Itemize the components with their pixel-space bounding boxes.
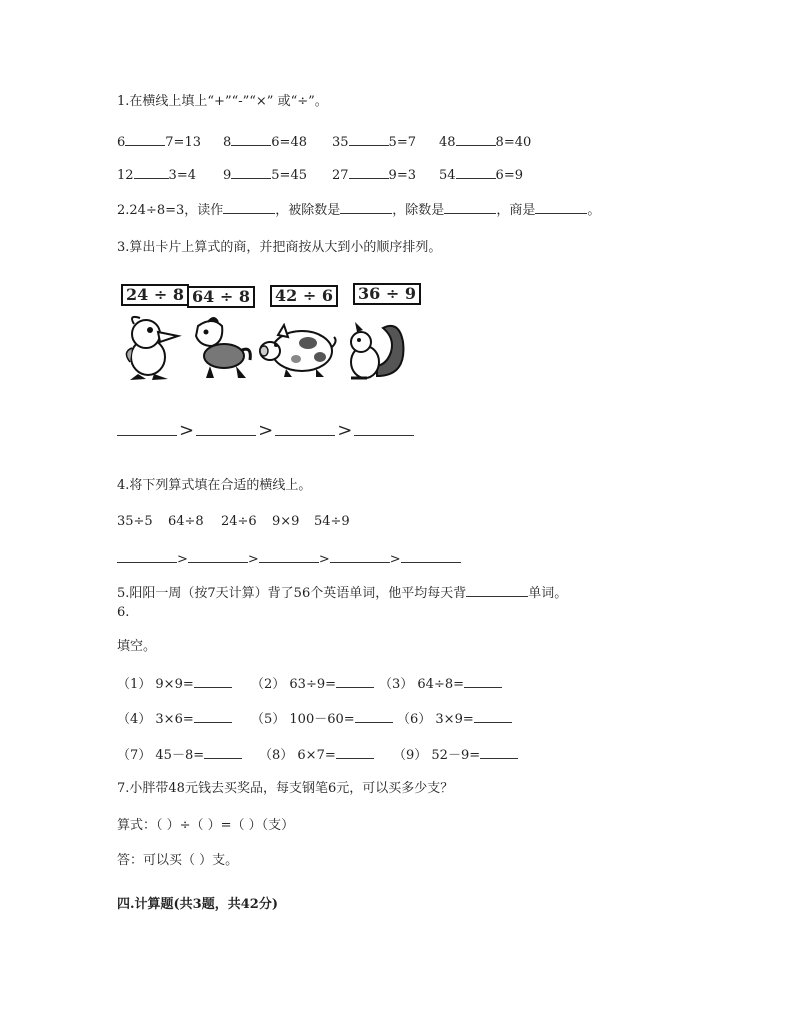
answer-blank[interactable] (535, 201, 587, 214)
q2-part1: 2.24÷8=3，读作 (117, 203, 224, 218)
q1-row2-e: 27 (332, 168, 349, 183)
answer-blank[interactable] (330, 550, 390, 563)
answer-blank[interactable] (444, 201, 496, 214)
card-64-div-8: 64 ÷ 8 (187, 286, 255, 308)
answer-blank[interactable] (231, 166, 271, 179)
q1-row2 (117, 166, 717, 182)
q1-row1 (117, 133, 717, 149)
answer-blank[interactable] (349, 133, 389, 146)
q3-title: 3.算出卡片上算式的商，并把商按从大到小的顺序排列。 (117, 240, 442, 255)
answer-blank[interactable] (349, 166, 389, 179)
q4-item: 54÷9 (314, 514, 350, 529)
greater-than-sign: > (247, 552, 259, 567)
answer-blank[interactable] (336, 675, 374, 688)
q4-item: 9×9 (272, 514, 300, 529)
q1-row1-c: 8 (223, 135, 232, 150)
answer-blank[interactable] (480, 746, 518, 759)
answer-blank[interactable] (456, 166, 496, 179)
q6-item: （8） 6×7= (259, 748, 336, 763)
q1-row2-f: 9=3 (388, 168, 416, 183)
q2-part2: ，被除数是 (275, 203, 341, 218)
answer-blank[interactable] (259, 550, 319, 563)
q1-row2-c: 9 (223, 168, 232, 183)
q6-item: （2） 63÷9= (251, 677, 337, 692)
answer-blank[interactable] (464, 675, 502, 688)
q2-line (117, 201, 600, 219)
answer-blank[interactable] (275, 423, 335, 436)
q7-answer: 答：可以买（ ）支。 (117, 853, 239, 868)
q1-row1-a: 6 (117, 135, 126, 150)
answer-blank[interactable] (474, 710, 512, 723)
q6-item: （3） 64÷8= (379, 677, 465, 692)
answer-blank[interactable] (340, 201, 392, 214)
q6-item: （6） 3×9= (397, 712, 474, 727)
q4-order-line (117, 550, 461, 568)
q1-row1-h: 8=40 (495, 135, 532, 150)
q2-part5: 。 (587, 203, 601, 218)
q1-row1-e: 35 (332, 135, 349, 150)
q4-title: 4.将下列算式填在合适的横线上。 (117, 478, 312, 493)
q4-item: 64÷8 (168, 514, 204, 529)
answer-blank[interactable] (401, 550, 461, 563)
q1-row2-a: 12 (117, 168, 134, 183)
q1-row1-d: 6=48 (271, 135, 307, 150)
answer-blank[interactable] (336, 746, 374, 759)
answer-blank[interactable] (188, 550, 248, 563)
answer-blank[interactable] (223, 201, 275, 214)
q6-item: （1） 9×9= (117, 677, 194, 692)
q1-title: 1.在横线上填上“+”“-”“×” 或“÷”。 (117, 94, 328, 109)
q1-row2-b: 3=4 (168, 168, 196, 183)
answer-blank[interactable] (196, 423, 256, 436)
section-heading: 四.计算题(共3题，共42分) (117, 897, 278, 912)
q6-number: 6. (117, 605, 130, 620)
card-42-div-6: 42 ÷ 6 (270, 285, 338, 307)
q5-part1: 5.阳阳一周（按7天计算）背了56个英语单词，他平均每天背 (117, 586, 467, 601)
answer-blank[interactable] (125, 133, 165, 146)
q3-order-line (117, 420, 414, 441)
card-36-div-9: 36 ÷ 9 (353, 283, 421, 305)
greater-than-sign: > (389, 552, 401, 567)
donkey-icon (188, 316, 254, 382)
q4-item: 24÷6 (221, 514, 257, 529)
q1-row2-d: 5=45 (271, 168, 307, 183)
greater-than-sign: > (258, 420, 274, 441)
q6-title: 填空。 (117, 639, 157, 654)
q6-item: （7） 45－8= (117, 748, 205, 763)
q7-title: 7.小胖带48元钱去买奖品，每支钢笔6元，可以买多少支？ (117, 781, 454, 796)
q7-formula: 算式：（ ）÷（ ）=（ ）（支） (117, 818, 295, 833)
q6-row3 (117, 746, 537, 762)
answer-blank[interactable] (117, 423, 177, 436)
pig-icon (256, 323, 338, 379)
answer-blank[interactable] (204, 746, 242, 759)
greater-than-sign: > (179, 420, 195, 441)
q6-item: （4） 3×6= (117, 712, 194, 727)
answer-blank[interactable] (456, 133, 496, 146)
q5-line (117, 584, 567, 602)
q1-row1-g: 48 (439, 135, 456, 150)
q6-item: （9） 52－9= (393, 748, 481, 763)
q2-part3: ，除数是 (392, 203, 445, 218)
q6-row2 (117, 710, 537, 726)
card-24-div-8: 24 ÷ 8 (121, 284, 189, 306)
q4-item: 35÷5 (117, 514, 153, 529)
q2-part4: ，商是 (496, 203, 536, 218)
answer-blank[interactable] (194, 710, 232, 723)
greater-than-sign: > (318, 552, 330, 567)
q1-row1-b: 7=13 (165, 135, 201, 150)
answer-blank[interactable] (355, 710, 393, 723)
q1-row2-g: 54 (439, 168, 456, 183)
q5-part2: 单词。 (528, 586, 568, 601)
answer-blank[interactable] (117, 550, 177, 563)
answer-blank[interactable] (194, 675, 232, 688)
squirrel-icon (343, 320, 409, 382)
q1-row1-f: 5=7 (388, 135, 416, 150)
q6-item: （5） 100－60= (251, 712, 355, 727)
greater-than-sign: > (177, 552, 188, 567)
answer-blank[interactable] (466, 584, 528, 597)
q6-row1 (117, 675, 537, 691)
duck-icon (120, 312, 182, 382)
q4-items (117, 514, 417, 530)
q1-row2-h: 6=9 (495, 168, 523, 183)
greater-than-sign: > (337, 420, 353, 441)
answer-blank[interactable] (354, 423, 414, 436)
answer-blank[interactable] (134, 166, 169, 179)
answer-blank[interactable] (231, 133, 271, 146)
